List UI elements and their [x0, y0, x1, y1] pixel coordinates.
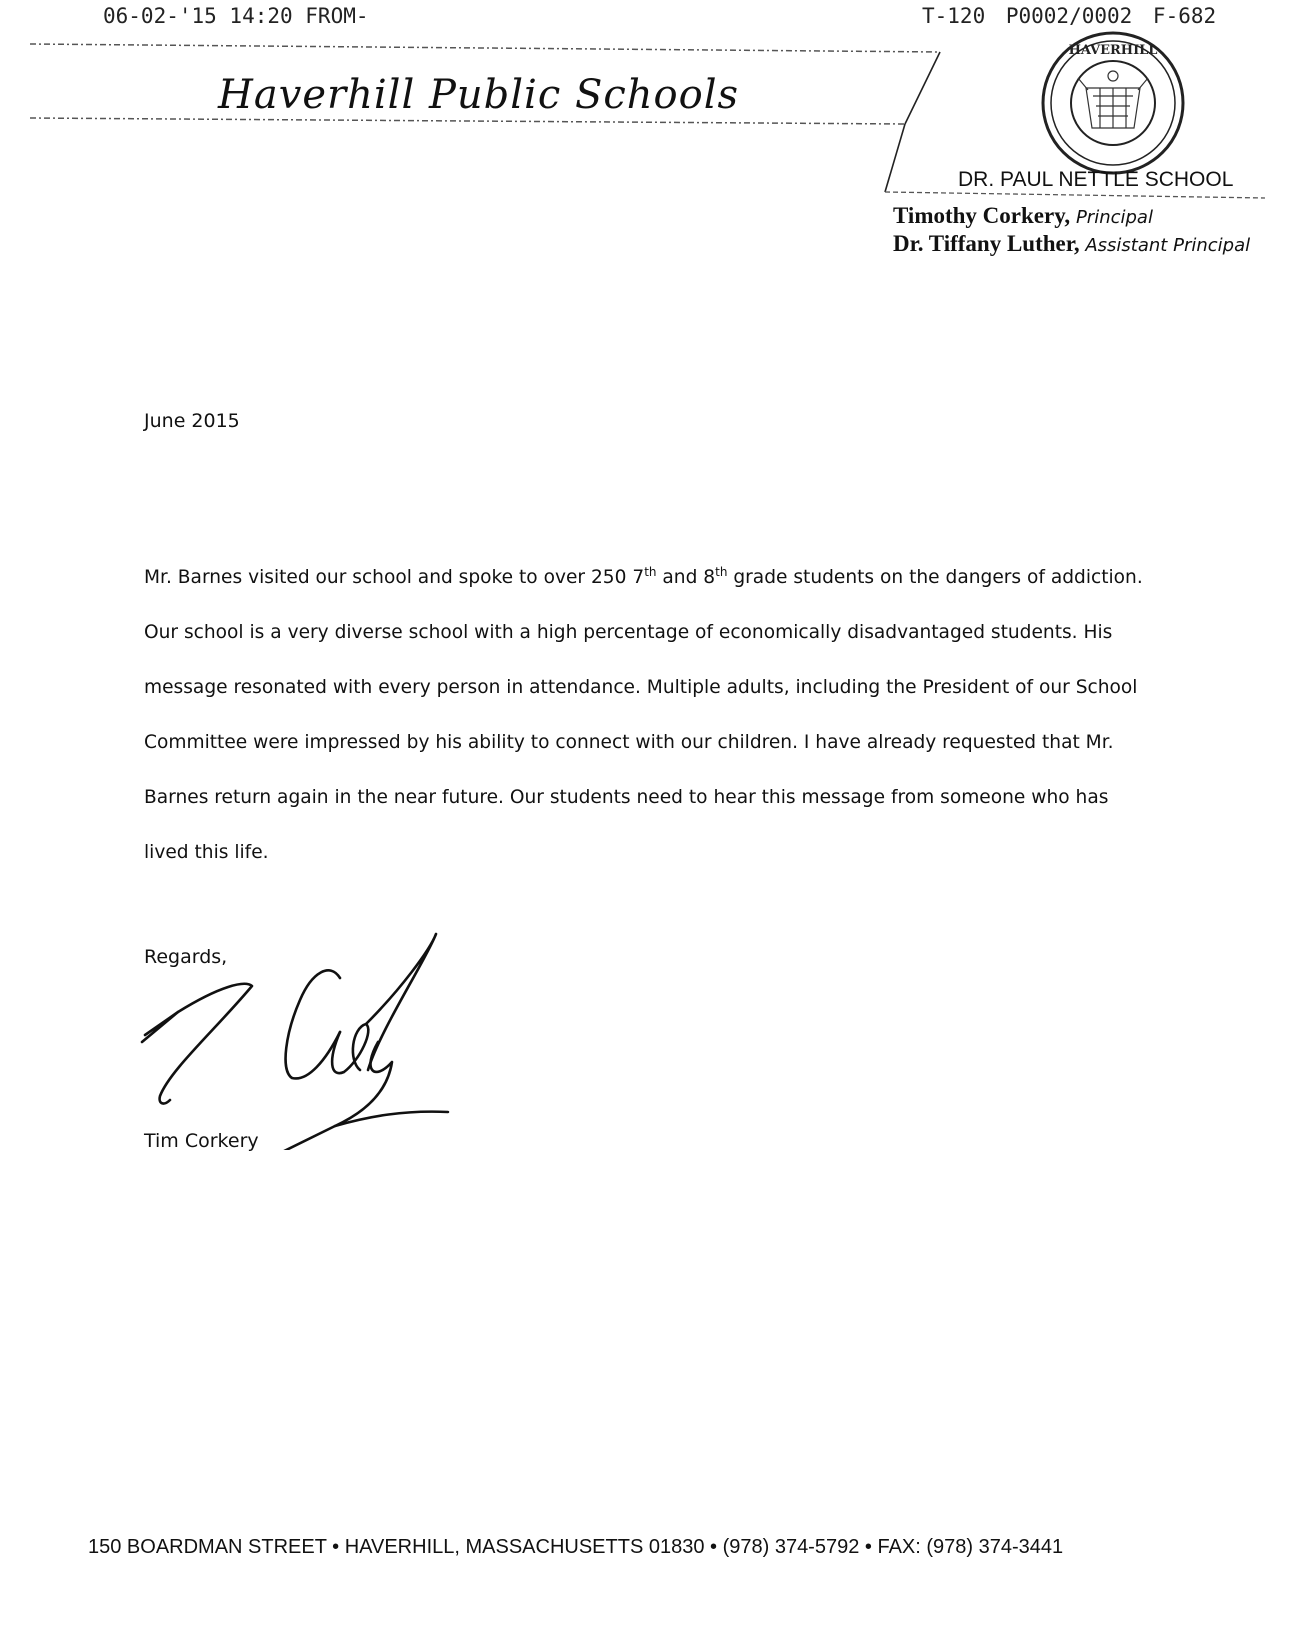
seal-text: HAVERHILL: [1068, 43, 1158, 58]
signer-name: Tim Corkery: [144, 1130, 259, 1152]
assistant-principal-name: Dr. Tiffany Luther,: [893, 231, 1080, 256]
letter-closing: Regards,: [144, 946, 228, 968]
principal-line: [893, 203, 1153, 229]
letter-body: [144, 550, 1144, 880]
body-paragraph: [144, 550, 1144, 880]
principal-role: Principal: [1075, 207, 1153, 228]
school-address-footer: 150 BOARDMAN STREET • HAVERHILL, MASSACHUSETTS 01830 • (978) 374-5792 • FAX: (978) 374-3441: [88, 1536, 1064, 1558]
body-text-3: grade students on the dangers of addiction. Our school is a very diverse school with a high percentage of economically disadvantaged students. His message resonated with every person in attendance. Multiple adults, including the President of our School Committee were impressed by his ability to connect with our children. I have already requested that Mr. Barnes return again in the near future. Our students need to hear this message from someone who has lived this life.: [144, 567, 1143, 863]
principal-name: Timothy Corkery,: [893, 203, 1071, 228]
assistant-principal-role: Assistant Principal: [1085, 235, 1251, 256]
body-text-1: Mr. Barnes visited our school and spoke to over 250 7: [144, 567, 645, 588]
city-seal: [1038, 28, 1188, 178]
organization-name: Haverhill Public Schools: [218, 72, 740, 118]
fax-page-info: T-120 P0002/0002 F-682: [922, 4, 1217, 28]
school-building-name: DR. PAUL NETTLE SCHOOL: [958, 168, 1234, 191]
assistant-principal-line: [893, 231, 1250, 257]
ordinal-suffix-7th: th: [644, 564, 657, 579]
handwritten-signature: [130, 920, 490, 1150]
ordinal-suffix-8th: th: [715, 564, 728, 579]
fax-timestamp: 06-02-'15 14:20 FROM-: [103, 4, 369, 28]
body-text-2: and 8: [656, 567, 716, 588]
letter-date: June 2015: [144, 410, 240, 432]
